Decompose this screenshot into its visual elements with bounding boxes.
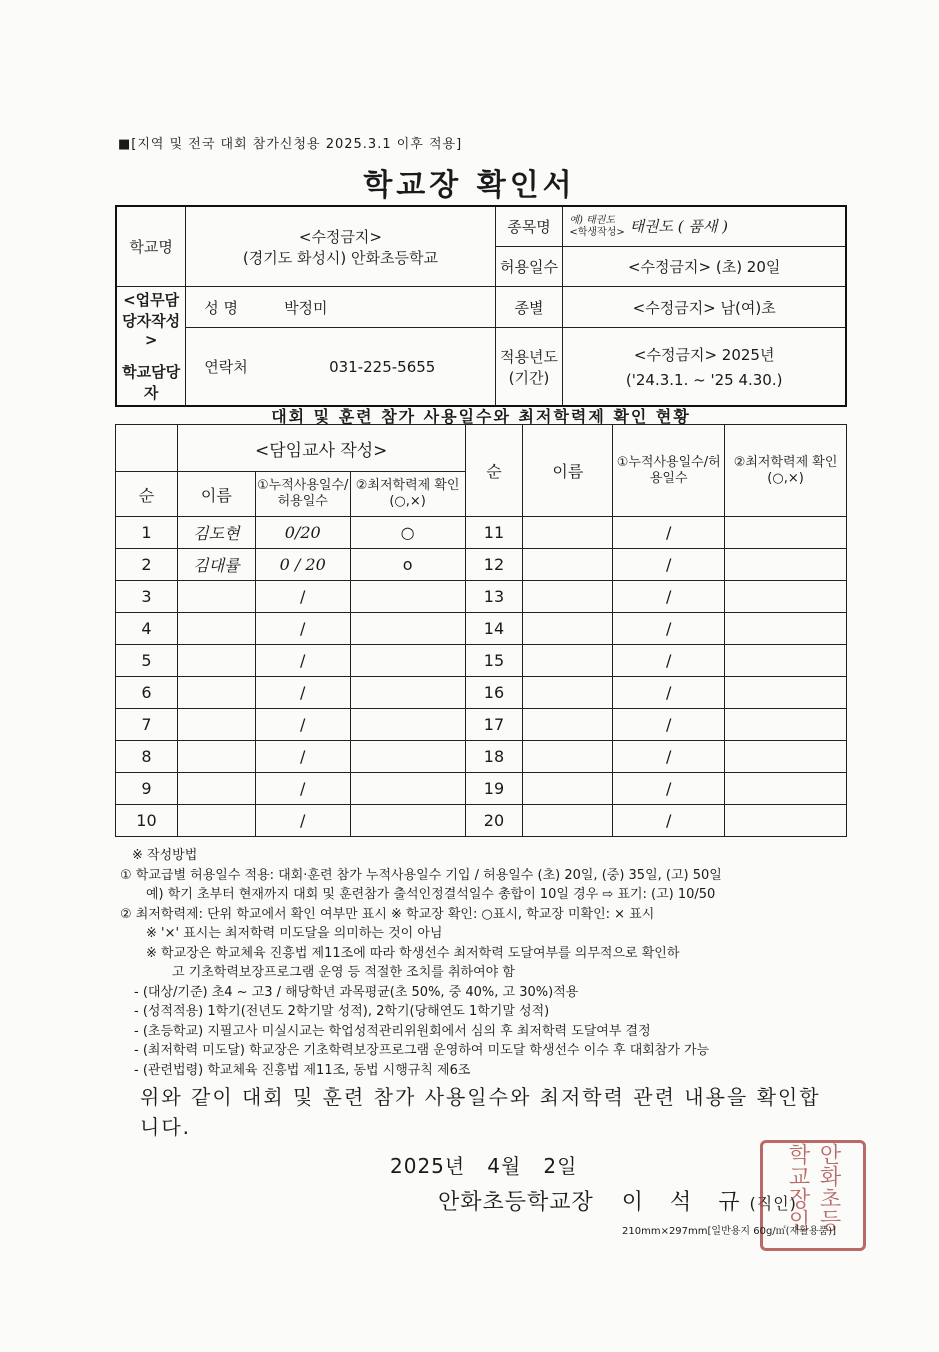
row-check	[725, 613, 847, 645]
signer-suffix: (직인)	[749, 1194, 797, 1213]
row-check	[725, 709, 847, 741]
row-name	[523, 709, 613, 741]
table-row	[116, 613, 847, 645]
school-staff-label: 학교담당자	[122, 363, 181, 402]
row-name	[523, 613, 613, 645]
row-name	[523, 773, 613, 805]
row-no: 5	[116, 645, 178, 677]
row-check	[350, 645, 465, 677]
row-no: 4	[116, 613, 178, 645]
col-name-right: 이름	[523, 425, 613, 517]
row-days: /	[255, 805, 350, 837]
row-no: 10	[116, 805, 178, 837]
row-days: /	[613, 677, 725, 709]
row-no: 8	[116, 741, 178, 773]
row-check	[725, 581, 847, 613]
row-no: 3	[116, 581, 178, 613]
row-no: 16	[465, 677, 523, 709]
row-check	[350, 613, 465, 645]
row-days: /	[613, 517, 725, 549]
note-line: - (초등학교) 지필고사 미실시교는 학업성적관리위원회에서 심의 후 최저학력 도달여부 결정	[134, 1023, 651, 1039]
document-title: 학교장 확인서	[363, 168, 576, 203]
school-label: 학교명	[116, 206, 186, 287]
signer-name: 이 석 규	[621, 1190, 750, 1215]
row-days: /	[255, 677, 350, 709]
col-check-right: ②최저학력제 확인(○,×)	[725, 425, 847, 517]
row-days: /	[613, 773, 725, 805]
note-line: ※ '×' 표시는 최저학력 미도달을 의미하는 것이 아님	[146, 926, 443, 941]
info-table	[115, 205, 847, 407]
row-days: 0 / 20	[255, 549, 350, 581]
year-label: 적용년도(기간)	[495, 328, 563, 406]
year-cell	[563, 328, 846, 406]
row-name	[523, 581, 613, 613]
sport-value: 태권도 ( 품새 )	[629, 217, 729, 235]
row-check	[725, 645, 847, 677]
row-name	[177, 677, 255, 709]
row-no: 11	[465, 517, 523, 549]
blank-corner	[116, 425, 178, 472]
col-check-left: ②최저학력제 확인(○,×)	[350, 472, 465, 517]
row-check: o	[350, 549, 465, 581]
table-row	[116, 645, 847, 677]
row-no: 15	[465, 645, 523, 677]
note-line: - (최저학력 미도달) 학교장은 기초학력보장프로그램 운영하여 미도달 학생선수 이수 후 대회참가 가능	[134, 1043, 710, 1058]
row-name	[177, 805, 255, 837]
row-days: /	[255, 613, 350, 645]
teacher-header: <담임교사 작성>	[177, 425, 465, 472]
signature-line	[438, 1185, 797, 1216]
table-row	[116, 709, 847, 741]
row-name: 김도현	[177, 517, 255, 549]
row-no: 19	[465, 773, 523, 805]
table-row	[116, 741, 847, 773]
row-no: 13	[465, 581, 523, 613]
contact-cell	[186, 328, 495, 406]
staff-label: <업무담당자작성>	[122, 291, 181, 349]
row-check	[350, 805, 465, 837]
row-check	[725, 805, 847, 837]
school-redact: <수정금지>	[298, 227, 382, 246]
col-name-left: 이름	[177, 472, 255, 517]
gender-label: 종별	[495, 287, 563, 328]
school-name: (경기도 화성시) 안화초등학교	[242, 248, 438, 267]
contact-label: 연락처	[204, 358, 248, 377]
row-days: /	[613, 549, 725, 581]
note-line: - (관련법령) 학교체육 진흥법 제11조, 동법 시행규칙 제6조	[134, 1062, 471, 1078]
row-check	[350, 741, 465, 773]
header-note: ■[지역 및 전국 대회 참가신청용 2025.3.1 이후 적용]	[118, 137, 463, 152]
table-row	[116, 805, 847, 837]
row-name	[523, 805, 613, 837]
days-value: <수정금지> (초) 20일	[563, 247, 846, 287]
row-check	[725, 741, 847, 773]
sport-cell	[563, 206, 846, 247]
row-check	[725, 773, 847, 805]
row-name	[177, 773, 255, 805]
table-row	[116, 677, 847, 709]
row-no: 2	[116, 549, 178, 581]
official-seal: 안화초등학교장인	[760, 1140, 866, 1251]
row-no: 7	[116, 709, 178, 741]
section-title: 대회 및 훈련 참가 사용일수와 최저학력제 확인 현황	[271, 407, 691, 426]
row-name	[177, 613, 255, 645]
row-check	[725, 517, 847, 549]
gender-value: <수정금지> 남(여)초	[563, 287, 846, 328]
note-line: ※ 작성방법	[132, 848, 198, 863]
name-value: 박정미	[284, 298, 328, 317]
name-cell	[186, 287, 495, 328]
table-row	[116, 549, 847, 581]
name-label: 성 명	[204, 298, 239, 317]
status-table	[115, 424, 847, 837]
row-days: /	[613, 581, 725, 613]
row-check	[350, 581, 465, 613]
note-line: ② 최저학력제: 단위 학교에서 확인 여부만 표시 ※ 학교장 확인: ○표시, 학교장 미확인: × 표시	[120, 906, 655, 922]
row-days: /	[613, 741, 725, 773]
row-name	[177, 581, 255, 613]
row-check	[725, 677, 847, 709]
row-days: /	[613, 613, 725, 645]
year-value: <수정금지> 2025년	[633, 346, 775, 365]
paper-spec: 210mm×297mm[일반용지 60g/㎡(재활용품)]	[622, 1226, 837, 1237]
row-no: 1	[116, 517, 178, 549]
notes	[120, 846, 850, 1080]
note-line: 고 기초학력보장프로그램 운영 등 적절한 조치를 취하여야 함	[172, 965, 515, 980]
staff-cell	[116, 287, 186, 407]
row-check	[350, 677, 465, 709]
row-name	[523, 677, 613, 709]
signer-title: 안화초등학교장	[438, 1190, 594, 1215]
year-period: ('24.3.1. ~ '25 4.30.)	[625, 371, 783, 390]
col-days-left: ①누적사용일수/허용일수	[255, 472, 350, 517]
row-days: /	[255, 645, 350, 677]
table-row	[116, 517, 847, 549]
row-days: /	[613, 709, 725, 741]
table-row	[116, 773, 847, 805]
row-no: 12	[465, 549, 523, 581]
col-no-right: 순	[465, 425, 523, 517]
row-days: /	[613, 805, 725, 837]
row-no: 9	[116, 773, 178, 805]
row-days: 0/20	[255, 517, 350, 549]
row-name	[177, 741, 255, 773]
row-days: /	[613, 645, 725, 677]
note-line: 예) 학기 초부터 현재까지 대회 및 훈련참가 출석인정결석일수 총합이 10일 경우 ⇨ 표기: (고) 10/50	[146, 887, 716, 902]
school-cell	[186, 206, 495, 287]
row-name	[523, 517, 613, 549]
contact-value: 031-225-5655	[329, 358, 436, 377]
row-name	[523, 549, 613, 581]
col-days-right: ①누적사용일수/허용일수	[613, 425, 725, 517]
row-check: ○	[350, 517, 465, 549]
row-check	[350, 709, 465, 741]
row-name	[177, 709, 255, 741]
row-days: /	[255, 773, 350, 805]
row-name: 김대률	[177, 549, 255, 581]
sport-student-note: <학생작성>	[569, 226, 625, 238]
days-label: 허용일수	[495, 247, 563, 287]
row-name	[523, 741, 613, 773]
note-line: ※ 학교장은 학교체육 진흥법 제11조에 따라 학생선수 최저학력 도달여부를 의무적으로 확인하	[146, 945, 680, 961]
row-no: 6	[116, 677, 178, 709]
row-days: /	[255, 709, 350, 741]
note-line: ① 학교급별 허용일수 적용: 대회·훈련 참가 누적사용일수 기입 / 허용일수 (초) 20일, (중) 35일, (고) 50일	[120, 867, 722, 883]
row-no: 14	[465, 613, 523, 645]
row-no: 20	[465, 805, 523, 837]
note-line: - (대상/기준) 초4 ~ 고3 / 해당학년 과목평균(초 50%, 중 40%, 고 30%)적용	[134, 984, 579, 1000]
row-name	[177, 645, 255, 677]
row-name	[523, 645, 613, 677]
document-date: 2025년 4월 2일	[390, 1154, 578, 1178]
table-row	[116, 581, 847, 613]
row-no: 18	[465, 741, 523, 773]
row-days: /	[255, 581, 350, 613]
row-check	[725, 549, 847, 581]
sport-example: 예) 태권도	[569, 214, 616, 226]
row-no: 17	[465, 709, 523, 741]
note-line: - (성적적용) 1학기(전년도 2학기말 성적), 2학기(당해연도 1학기말 성적)	[134, 1004, 550, 1019]
sport-label: 종목명	[495, 206, 563, 247]
col-no-left: 순	[116, 472, 178, 517]
confirm-text: 위와 같이 대회 및 훈련 참가 사용일수와 최저학력 관련 내용을 확인합니다.	[140, 1085, 821, 1139]
row-check	[350, 773, 465, 805]
row-days: /	[255, 741, 350, 773]
